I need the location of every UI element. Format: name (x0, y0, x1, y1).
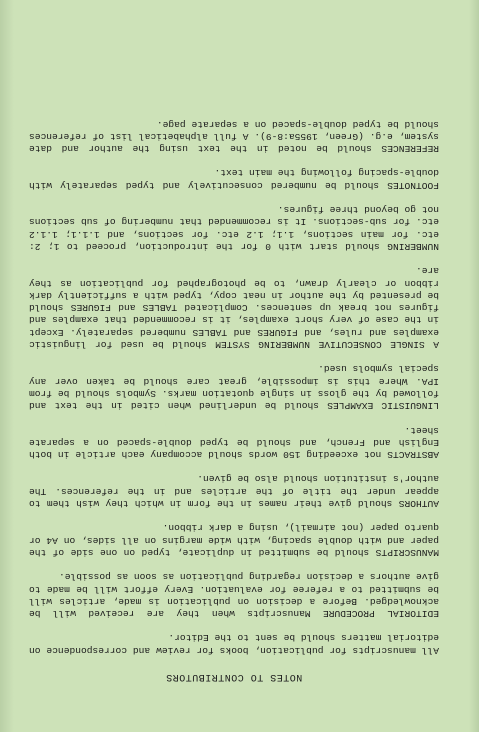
section-numbering (29, 203, 439, 252)
section-heading: FOOTNOTES (387, 179, 439, 191)
section-footnotes (29, 166, 439, 191)
section-text: should be noted in the text using the author and date system, e.g. (Green, 1955a:8-9). A full alphabetical list of references should be typed double-spaced on a separate page. (29, 118, 439, 155)
section-text: should be numbered consecutively and typed separately with double-spacing following the main text. (29, 167, 439, 191)
section-editorial-procedure (29, 570, 439, 619)
section-text: not exceeding 150 words should accompany each article in both English and French, and should be typed double-spaced on a separate sheet. (29, 424, 439, 461)
section-heading: NUMBERING (387, 240, 439, 252)
section-text: should be underlined when cited in the text and followed by the gloss in single quotation marks. Symbols should be from IPA. Where this is impossible, great care should be taken over any special symbols used. (29, 363, 439, 412)
section-text: should start with 0 for the introduction, proceed to 1; 2: etc. for main sections, 1.1; 1.2 etc. for sections, and 1.1.1; 1.1.2 etc. for sub-sections. It is recommended that numbering of sub sections not go beyond three figures. (28, 204, 439, 252)
section-linguistic-examples (29, 362, 439, 411)
intro-paragraph: All manuscripts for publication, books for review and correspondence on editorial matters should be sent to the Editor. (29, 632, 439, 656)
page-content (29, 105, 439, 682)
section-heading: AUTHORS (398, 498, 439, 510)
section-heading: ABSTRACTS (387, 449, 439, 461)
section-heading: LINGUISTIC EXAMPLES (327, 400, 439, 412)
section-manuscripts (29, 521, 439, 558)
section-heading: A SINGLE CONSECUTIVE NUMBERING SYSTEM (215, 339, 439, 351)
section-heading: REFERENCES (381, 143, 439, 155)
section-authors (29, 472, 439, 509)
section-text: should be used for linguistic examples and rules, and FIGURES and TABLES numbered separately. Except in the case of very short examples, it is recommended that examples and figures not break up sentences. Complicated TABLES and FIGURES should be presented by the author in neat copy, typed with a sufficiently dark ribbon or clearly drawn, to be photographed for publication as they are. (29, 265, 439, 351)
section-references (29, 117, 439, 154)
section-numbering-system (29, 264, 439, 350)
section-text: Manuscripts when they are received will be acknowledged. Before a decision on publication is made, articles will be submitted to a referee for evaluation. Every effort will be made to give authors a decision regarding publication as soon as possible. (29, 571, 439, 620)
section-abstracts (29, 423, 439, 460)
section-heading: MANUSCRIPTS (375, 546, 439, 558)
section-text: should be submitted in duplicate, typed on one side of the paper and with double spacing, with wide margins on all sides, on A4 or quarto paper (not airmail), using a dark ribbon. (28, 522, 439, 558)
page-title: NOTES TO CONTRIBUTORS (165, 671, 303, 682)
section-heading: EDITORIAL PROCEDURE (322, 608, 439, 620)
section-text: should give their names in the form in which they wish them to appear under the title of the articles and in the references. The author's institution should also be given. (29, 473, 439, 510)
